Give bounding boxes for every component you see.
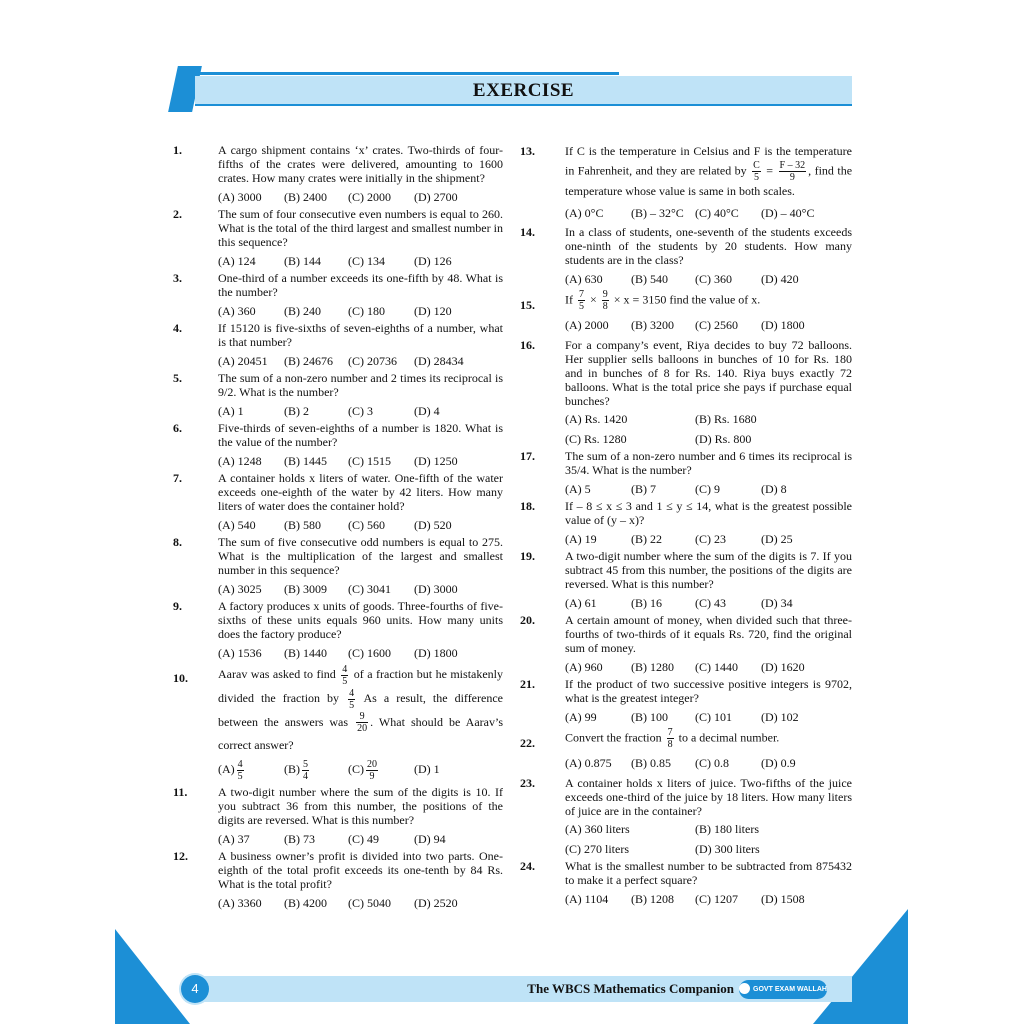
page-title: EXERCISE <box>472 80 575 101</box>
question-text: If 15120 is five-sixths of seven-eighths of a number, what is that number? <box>218 321 503 349</box>
option-b <box>284 758 348 782</box>
fraction <box>752 160 761 183</box>
option-b: (B) – 32°C <box>631 206 684 220</box>
answer-options <box>565 892 852 906</box>
option-d: (D) 1 <box>414 762 440 777</box>
option-d: (D) 28434 <box>414 354 464 368</box>
option-d: (D) 126 <box>414 254 452 268</box>
question-number: 15. <box>520 298 535 312</box>
question-7 <box>173 471 503 532</box>
question-number: 24. <box>520 859 535 873</box>
answer-options <box>218 454 503 468</box>
question-23 <box>520 776 852 856</box>
answer-options <box>565 205 852 222</box>
option-b: (B) 0.85 <box>631 756 671 770</box>
question-text: The sum of five consecutive odd numbers is equal to 275. What is the multiplication of the largest and smallest number in this sequence? <box>218 535 503 577</box>
question-text: The sum of a non-zero number and 2 times its reciprocal is 9/2. What is the number? <box>218 371 503 399</box>
answer-options <box>218 190 503 204</box>
option-d: (D) 8 <box>761 482 787 496</box>
question-11 <box>173 785 503 846</box>
option-c: (C) 180 <box>348 304 385 318</box>
question-9 <box>173 599 503 660</box>
question-number: 22. <box>520 736 535 750</box>
option-c: (C) 2000 <box>348 190 391 204</box>
option-c: (C) 360 <box>695 272 732 286</box>
fraction <box>237 759 244 782</box>
option-a: (A) 61 <box>565 596 597 610</box>
owl-icon <box>739 983 750 994</box>
question-4 <box>173 321 503 368</box>
option-c: (C) 23 <box>695 532 726 546</box>
publisher-logo-text: GOVT EXAM WALLAH <box>753 986 827 993</box>
option-c: (C) 134 <box>348 254 385 268</box>
option-c: (C) 1207 <box>695 892 738 906</box>
fraction-numerator: 9 <box>356 711 368 723</box>
option-a: (A) 99 <box>565 710 597 724</box>
fraction-denominator: 5 <box>579 301 584 312</box>
option-b: (B) 73 <box>284 832 315 846</box>
answer-options <box>565 315 852 335</box>
question-20 <box>520 613 852 674</box>
question-number: 10. <box>173 671 188 685</box>
question-text-part: , find the temperature whose value is same in both scales. <box>565 163 853 198</box>
fraction-numerator: 4 <box>342 663 348 675</box>
question-text: What is the smallest number to be subtracted from 875432 to make it a perfect square? <box>565 859 852 887</box>
fraction-denominator: 5 <box>342 675 348 687</box>
option-a: (A) 20451 <box>218 354 268 368</box>
header-underline <box>195 104 852 106</box>
question-text: The sum of four consecutive even numbers is equal to 260. What is the total of the third largest and smallest number in this sequence? <box>218 207 503 249</box>
question-3 <box>173 271 503 318</box>
fraction-numerator: 20 <box>367 759 377 770</box>
option-b: (B) 3200 <box>631 318 674 332</box>
fraction-denominator: 5 <box>237 771 243 782</box>
answer-options <box>218 518 503 532</box>
answer-options <box>565 532 852 546</box>
answer-options <box>218 254 503 268</box>
answer-options <box>565 753 852 773</box>
option-b: (B) 24676 <box>284 354 333 368</box>
option-d: (D) 1250 <box>414 454 458 468</box>
option-a: (A) 124 <box>218 254 256 268</box>
option-d: (D) 2520 <box>414 896 458 910</box>
option-d: (D) 25 <box>761 532 793 546</box>
question-text <box>565 143 852 200</box>
question-5 <box>173 371 503 418</box>
corner-decoration-left <box>115 929 190 1024</box>
question-text <box>218 663 503 756</box>
option-a: (A) 5 <box>565 482 591 496</box>
question-text: A two-digit number where the sum of the digits is 7. If you subtract 45 from this number, the positions of the digits are reversed. What is this number? <box>565 549 852 591</box>
right-column <box>520 143 852 909</box>
option-d: (D) 102 <box>761 710 799 724</box>
option-a: (A) 540 <box>218 518 256 532</box>
option-b: (B) 580 <box>284 518 321 532</box>
option-c: (C) 20736 <box>348 354 397 368</box>
question-text-part: If C is the temperature in Celsius and F is the temperature in Fahrenheit, and they are related by <box>565 144 852 178</box>
option-a: (A) 0°C <box>565 206 604 220</box>
option-label: (C) <box>348 762 364 777</box>
answer-options <box>565 482 852 496</box>
question-text <box>565 289 852 312</box>
option-d: (D) Rs. 800 <box>695 432 752 446</box>
option-a: (A) 360 <box>218 304 256 318</box>
question-1 <box>173 143 503 204</box>
question-number: 1. <box>173 143 182 157</box>
question-number: 21. <box>520 677 535 691</box>
option-b: (B) 2400 <box>284 190 327 204</box>
question-text-part: Aarav was asked to find <box>218 667 336 681</box>
fraction-numerator: F – 32 <box>779 160 806 171</box>
answer-options <box>565 412 852 446</box>
answer-options <box>218 896 503 910</box>
question-22 <box>520 727 852 773</box>
question-number: 17. <box>520 449 535 463</box>
question-number: 18. <box>520 499 535 513</box>
option-a: (A) 3025 <box>218 582 262 596</box>
question-text: The sum of a non-zero number and 6 times its reciprocal is 35/4. What is the number? <box>565 449 852 477</box>
option-a: (A) 1 <box>218 404 244 418</box>
question-number: 13. <box>520 144 535 158</box>
answer-options <box>218 646 503 660</box>
option-a: (A) 19 <box>565 532 597 546</box>
option-b: (B) 2 <box>284 404 309 418</box>
option-b: (B) 1440 <box>284 646 327 660</box>
question-text: A business owner’s profit is divided into two parts. One-eighth of the total profit exceeds its one-tenth by 84 Rs. What is the total profit? <box>218 849 503 891</box>
option-d: (D) 420 <box>761 272 799 286</box>
option-b: (B) 3009 <box>284 582 327 596</box>
option-a: (A) 360 liters <box>565 822 630 836</box>
option-a: (A) 630 <box>565 272 603 286</box>
fraction <box>667 727 674 750</box>
fraction-denominator: 8 <box>667 739 673 750</box>
option-a: (A) 960 <box>565 660 603 674</box>
fraction <box>302 759 309 782</box>
question-10 <box>173 663 503 782</box>
question-text: For a company’s event, Riya decides to buy 72 balloons. Her supplier sells balloons in bunches of 10 for Rs. 180 and in bunches of 8 for Rs. 140. Riya buys exactly 72 balloons. What is the total price she pays if purchase equal bunches? <box>565 338 852 408</box>
question-6 <box>173 421 503 468</box>
answer-options <box>565 710 852 724</box>
question-text-part: As a result, the difference between the answers was <box>218 690 503 729</box>
option-d: (D) 0.9 <box>761 756 796 770</box>
option-label: (A) <box>218 762 235 777</box>
fraction-denominator: 8 <box>602 301 608 312</box>
option-d: (D) 1800 <box>414 646 458 660</box>
question-text-part: . What should be Aarav’s correct answer? <box>218 714 503 753</box>
question-text: In a class of students, one-seventh of the students exceeds one-ninth of the students by 20 students. How many students are in the class? <box>565 225 852 267</box>
question-21 <box>520 677 852 724</box>
fraction-denominator: 5 <box>753 172 759 183</box>
fraction <box>356 711 368 734</box>
fraction-numerator: 9 <box>602 289 608 300</box>
fraction-numerator: 4 <box>349 687 355 699</box>
fraction <box>366 759 378 782</box>
publisher-logo <box>739 980 827 999</box>
question-number: 9. <box>173 599 182 613</box>
option-b: (B) 540 <box>631 272 668 286</box>
option-d: (D) 34 <box>761 596 793 610</box>
fraction-numerator: 7 <box>667 727 673 738</box>
question-text: A two-digit number where the sum of the digits is 10. If you subtract 36 from this number, the positions of the digits are reversed. What is this number? <box>218 785 503 827</box>
answer-options <box>218 404 503 418</box>
option-b: (B) 240 <box>284 304 321 318</box>
question-number: 11. <box>173 785 188 799</box>
question-15 <box>520 289 852 335</box>
fraction-denominator: 9 <box>789 172 795 183</box>
question-text: A container holds x liters of water. One-fifth of the water exceeds one-eighth of the water by 42 liters. How many liters of water does the container hold? <box>218 471 503 513</box>
option-label: (B) <box>284 762 300 777</box>
question-number: 12. <box>173 849 188 863</box>
option-d: (D) 94 <box>414 832 446 846</box>
answer-options <box>218 354 503 368</box>
question-text-part: If <box>565 292 573 307</box>
question-12 <box>173 849 503 910</box>
question-number: 23. <box>520 776 535 790</box>
equals-sign: = <box>766 163 774 178</box>
question-number: 19. <box>520 549 535 563</box>
times-sign: × <box>590 292 597 307</box>
option-c: (C) 1515 <box>348 454 391 468</box>
question-17 <box>520 449 852 496</box>
option-a: (A) Rs. 1420 <box>565 412 628 426</box>
fraction <box>578 289 585 312</box>
option-d: (D) 4 <box>414 404 440 418</box>
question-text: A cargo shipment contains ‘x’ crates. Two-thirds of four-fifths of the crates were delivered, amounting to 1600 crates. How many crates were initially in the shipment? <box>218 143 503 185</box>
question-number: 3. <box>173 271 182 285</box>
question-text: One-third of a number exceeds its one-fifth by 48. What is the number? <box>218 271 503 299</box>
option-b: (B) 100 <box>631 710 668 724</box>
option-c: (C) 40°C <box>695 206 739 220</box>
question-16 <box>520 338 852 446</box>
option-b: (B) 7 <box>631 482 656 496</box>
option-c: (C) 49 <box>348 832 379 846</box>
fraction-denominator: 9 <box>369 771 375 782</box>
book-title: The WBCS Mathematics Companion <box>527 981 734 996</box>
option-c: (C) 560 <box>348 518 385 532</box>
answer-options <box>218 832 503 846</box>
option-b: (B) 4200 <box>284 896 327 910</box>
option-c: (C) 3 <box>348 404 373 418</box>
page-number: 4 <box>181 975 209 1003</box>
answer-options <box>218 758 503 782</box>
option-b: (B) 22 <box>631 532 662 546</box>
question-2 <box>173 207 503 268</box>
option-b: (B) 1445 <box>284 454 327 468</box>
question-number: 14. <box>520 225 535 239</box>
question-text-part: Convert the fraction <box>565 730 662 745</box>
question-text-part: × x = 3150 find the value of x. <box>613 292 761 307</box>
option-a: (A) 1104 <box>565 892 609 906</box>
question-text: A factory produces x units of goods. Three-fourths of five-sixths of these units equals 960 units. How many units does the factory produce? <box>218 599 503 641</box>
question-number: 8. <box>173 535 182 549</box>
fraction-denominator: 20 <box>357 723 368 735</box>
question-number: 7. <box>173 471 182 485</box>
option-a: (A) 1248 <box>218 454 262 468</box>
option-b: (B) 144 <box>284 254 321 268</box>
option-b: (B) 16 <box>631 596 662 610</box>
answer-options <box>218 582 503 596</box>
question-number: 2. <box>173 207 182 221</box>
fraction-numerator: 5 <box>303 759 308 770</box>
option-d: (D) 300 liters <box>695 842 760 856</box>
option-c: (C) 9 <box>695 482 720 496</box>
fraction-numerator: 4 <box>237 759 243 770</box>
option-d: (D) 3000 <box>414 582 458 596</box>
option-c <box>348 758 414 782</box>
option-c: (C) 43 <box>695 596 726 610</box>
option-c: (C) 5040 <box>348 896 391 910</box>
question-number: 16. <box>520 338 535 352</box>
fraction <box>348 688 355 711</box>
question-19 <box>520 549 852 610</box>
option-a <box>218 758 284 782</box>
option-c: (C) 101 <box>695 710 732 724</box>
option-a: (A) 3000 <box>218 190 262 204</box>
question-text: A certain amount of money, when divided such that three-fourths of two-thirds of it equals Rs. 720, find the original sum of money. <box>565 613 852 655</box>
question-13 <box>520 143 852 222</box>
question-text: A container holds x liters of juice. Two-fifths of the juice exceeds one-third of the juice by 18 liters. How many liters of juice are in the container? <box>565 776 852 818</box>
question-14 <box>520 225 852 286</box>
option-c: (C) Rs. 1280 <box>565 432 627 446</box>
option-d: (D) 1800 <box>761 318 805 332</box>
option-a: (A) 37 <box>218 832 250 846</box>
option-d: (D) 120 <box>414 304 452 318</box>
option-a: (A) 0.875 <box>565 756 612 770</box>
option-c: (C) 1440 <box>695 660 738 674</box>
option-d: (D) 1508 <box>761 892 805 906</box>
question-number: 20. <box>520 613 535 627</box>
question-number: 4. <box>173 321 182 335</box>
option-c: (C) 3041 <box>348 582 391 596</box>
option-d: (D) 2700 <box>414 190 458 204</box>
fraction-denominator: 5 <box>349 699 355 711</box>
option-a: (A) 3360 <box>218 896 262 910</box>
question-24 <box>520 859 852 906</box>
option-b: (B) 180 liters <box>695 822 759 836</box>
answer-options <box>218 304 503 318</box>
option-c: (C) 2560 <box>695 318 738 332</box>
question-number: 5. <box>173 371 182 385</box>
answer-options <box>565 272 852 286</box>
option-b: (B) 1208 <box>631 892 674 906</box>
option-c: (C) 1600 <box>348 646 391 660</box>
question-text: If – 8 ≤ x ≤ 3 and 1 ≤ y ≤ 14, what is the greatest possible value of (y – x)? <box>565 499 852 527</box>
option-b: (B) 1280 <box>631 660 674 674</box>
question-text: If the product of two successive positive integers is 9702, what is the greatest integer? <box>565 677 852 705</box>
option-c: (C) 270 liters <box>565 842 629 856</box>
option-d: (D) – 40°C <box>761 206 815 220</box>
fraction-numerator: 7 <box>579 289 584 300</box>
option-a: (A) 2000 <box>565 318 609 332</box>
option-d: (D) 1620 <box>761 660 805 674</box>
fraction-denominator: 4 <box>303 771 308 782</box>
page <box>115 0 908 1024</box>
question-text-part: to a decimal number. <box>678 730 780 745</box>
fraction-numerator: C <box>753 160 760 171</box>
answer-options <box>565 822 852 856</box>
fraction <box>341 664 348 687</box>
question-text <box>565 727 852 750</box>
answer-options <box>565 660 852 674</box>
answer-options <box>565 596 852 610</box>
fraction <box>779 160 807 183</box>
question-text: Five-thirds of seven-eighths of a number is 1820. What is the value of the number? <box>218 421 503 449</box>
fraction <box>602 289 609 312</box>
option-d: (D) 520 <box>414 518 452 532</box>
corner-decoration-right <box>813 909 908 1024</box>
option-b: (B) Rs. 1680 <box>695 412 757 426</box>
option-c: (C) 0.8 <box>695 756 729 770</box>
question-18 <box>520 499 852 546</box>
left-column <box>173 143 503 913</box>
option-a: (A) 1536 <box>218 646 262 660</box>
question-number: 6. <box>173 421 182 435</box>
question-8 <box>173 535 503 596</box>
question-text-part: of a fraction but he mistakenly divided the fraction by <box>218 667 504 705</box>
header-top-line <box>195 72 619 75</box>
